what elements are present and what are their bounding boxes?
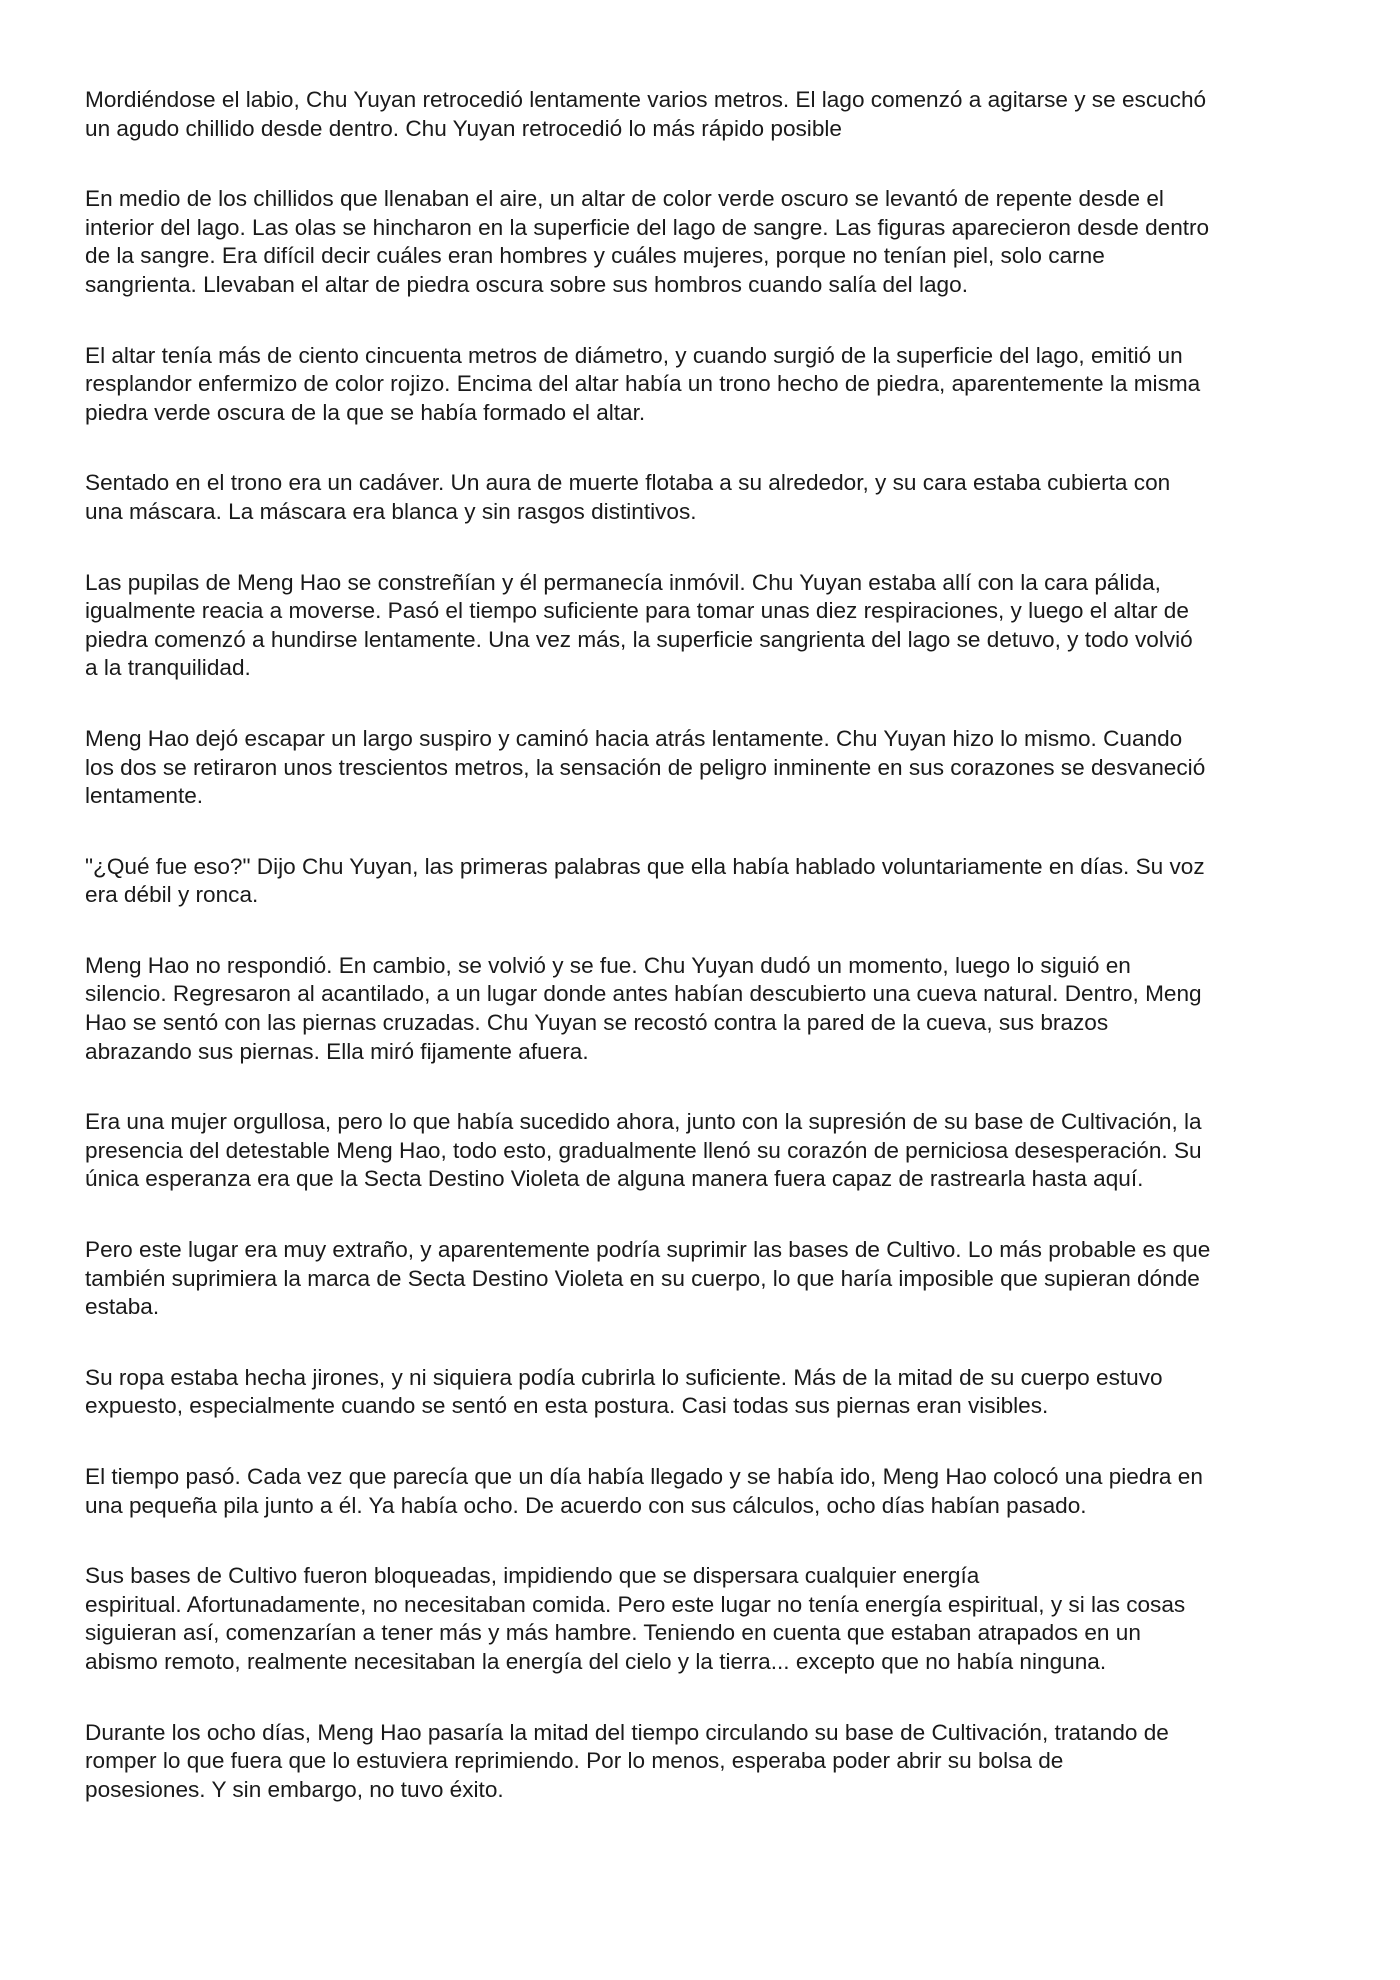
text-line: abrazando sus piernas. Ella miró fijamente afuera. [85,1038,589,1064]
text-line: también suprimiera la marca de Secta Destino Violeta en su cuerpo, lo que haría imposible que supieran dónde [85,1265,1200,1291]
text-line: Su ropa estaba hecha jirones, y ni siquiera podía cubrirla lo suficiente. Más de la mitad de su cuerpo estuvo [85,1364,1163,1390]
text-line: Mordiéndose el labio, Chu Yuyan retrocedió lentamente varios metros. El lago comenzó a agitarse y se escuchó [85,87,1207,112]
document-body [85,86,1325,1846]
text-line: lentamente. [85,783,204,809]
text-line: Las pupilas de Meng Hao se constreñían y él permanecía inmóvil. Chu Yuyan estaba allí con la cara pálida, [85,569,1161,595]
text-line: Sus bases de Cultivo fueron bloqueadas, impidiendo que se dispersara cualquier energía [85,1563,980,1589]
paragraph [85,1719,1325,1805]
text-line: igualmente reacia a moverse. Pasó el tiempo suficiente para tomar unas diez respiraciones, y luego el altar de [85,598,1189,624]
text-line: estaba. [85,1294,160,1320]
text-line: Meng Hao dejó escapar un largo suspiro y caminó hacia atrás lentamente. Chu Yuyan hizo lo mismo. Cuando [85,725,1183,751]
paragraph [85,853,1325,910]
text-line: Sentado en el trono era un cadáver. Un aura de muerte flotaba a su alrededor, y su cara estaba cubierta con [85,470,1171,496]
paragraph [85,1364,1325,1421]
text-line: posesiones. Y sin embargo, no tuvo éxito. [85,1776,504,1802]
text-line: una pequeña pila junto a él. Ya había ocho. De acuerdo con sus cálculos, ocho días habían pasado. [85,1492,1087,1518]
text-line: piedra comenzó a hundirse lentamente. Una vez más, la superficie sangrienta del lago se detuvo, y todo volvió [85,626,1193,652]
text-line: abismo remoto, realmente necesitaban la energía del cielo y la tierra... excepto que no había ninguna. [85,1648,1107,1674]
text-line: El tiempo pasó. Cada vez que parecía que un día había llegado y se había ido, Meng Hao colocó una piedra en [85,1464,1203,1489]
text-line: resplandor enfermizo de color rojizo. Encima del altar había un trono hecho de piedra, aparentemente la misma [85,371,1201,397]
text-line: El altar tenía más de ciento cincuenta metros de diámetro, y cuando surgió de la superficie del lago, emitió un [85,342,1183,368]
text-line: Meng Hao no respondió. En cambio, se volvió y se fue. Chu Yuyan dudó un momento, luego lo siguió en [85,952,1131,978]
text-line: única esperanza era que la Secta Destino Violeta de alguna manera fuera capaz de rastrearla hasta aquí. [85,1166,1144,1192]
text-line: presencia del detestable Meng Hao, todo esto, gradualmente llenó su corazón de perniciosa desesperación. Su [85,1137,1202,1163]
text-line: "¿Qué fue eso?" Dijo Chu Yuyan, las primeras palabras que ella había hablado voluntariamente en días. Su voz [85,853,1205,879]
paragraph [85,86,1325,143]
paragraph [85,1562,1325,1676]
text-line: romper lo que fuera que lo estuviera reprimiendo. Por lo menos, esperaba poder abrir su bolsa de [85,1748,1064,1774]
text-line: sangrienta. Llevaban el altar de piedra oscura sobre sus hombros cuando salía del lago. [85,271,968,297]
text-line: un agudo chillido desde dentro. Chu Yuyan retrocedió lo más rápido posible [85,115,842,141]
text-line: expuesto, especialmente cuando se sentó en esta postura. Casi todas sus piernas eran visibles. [85,1393,1049,1419]
text-line: a la tranquilidad. [85,655,251,681]
text-line: siguieran así, comenzarían a tener más y más hambre. Teniendo en cuenta que estaban atrapados en un [85,1620,1141,1646]
text-line: Pero este lugar era muy extraño, y aparentemente podría suprimir las bases de Cultivo. Lo más probable es que [85,1237,1211,1263]
paragraph [85,1463,1325,1520]
paragraph [85,1108,1325,1194]
text-line: Hao se sentó con las piernas cruzadas. Chu Yuyan se recostó contra la pared de la cueva, sus brazos [85,1010,1109,1036]
paragraph [85,342,1325,428]
paragraph [85,185,1325,299]
text-line: era débil y ronca. [85,882,259,908]
text-line: Era una mujer orgullosa, pero lo que había sucedido ahora, junto con la supresión de su base de Cultivación, la [85,1109,1202,1135]
text-line: los dos se retiraron unos trescientos metros, la sensación de peligro inminente en sus corazones se desvaneció [85,754,1206,780]
paragraph [85,725,1325,811]
paragraph [85,569,1325,683]
paragraph [85,1236,1325,1322]
text-line: silencio. Regresaron al acantilado, a un lugar donde antes habían descubierto una cueva natural. Dentro, Meng [85,981,1202,1007]
text-line: espiritual. Afortunadamente, no necesitaban comida. Pero este lugar no tenía energía espiritual, y si las cosas [85,1591,1186,1617]
text-line: piedra verde oscura de la que se había formado el altar. [85,399,646,425]
paragraph [85,952,1325,1066]
text-line: Durante los ocho días, Meng Hao pasaría la mitad del tiempo circulando su base de Cultivación, tratando de [85,1719,1169,1745]
text-line: de la sangre. Era difícil decir cuáles eran hombres y cuáles mujeres, porque no tenían piel, solo carne [85,243,1105,269]
text-line: una máscara. La máscara era blanca y sin rasgos distintivos. [85,498,697,524]
text-line: interior del lago. Las olas se hincharon en la superficie del lago de sangre. Las figuras aparecieron desde dentro [85,214,1210,240]
text-line: En medio de los chillidos que llenaban el aire, un altar de color verde oscuro se levantó de repente desde el [85,186,1164,212]
paragraph [85,469,1325,526]
